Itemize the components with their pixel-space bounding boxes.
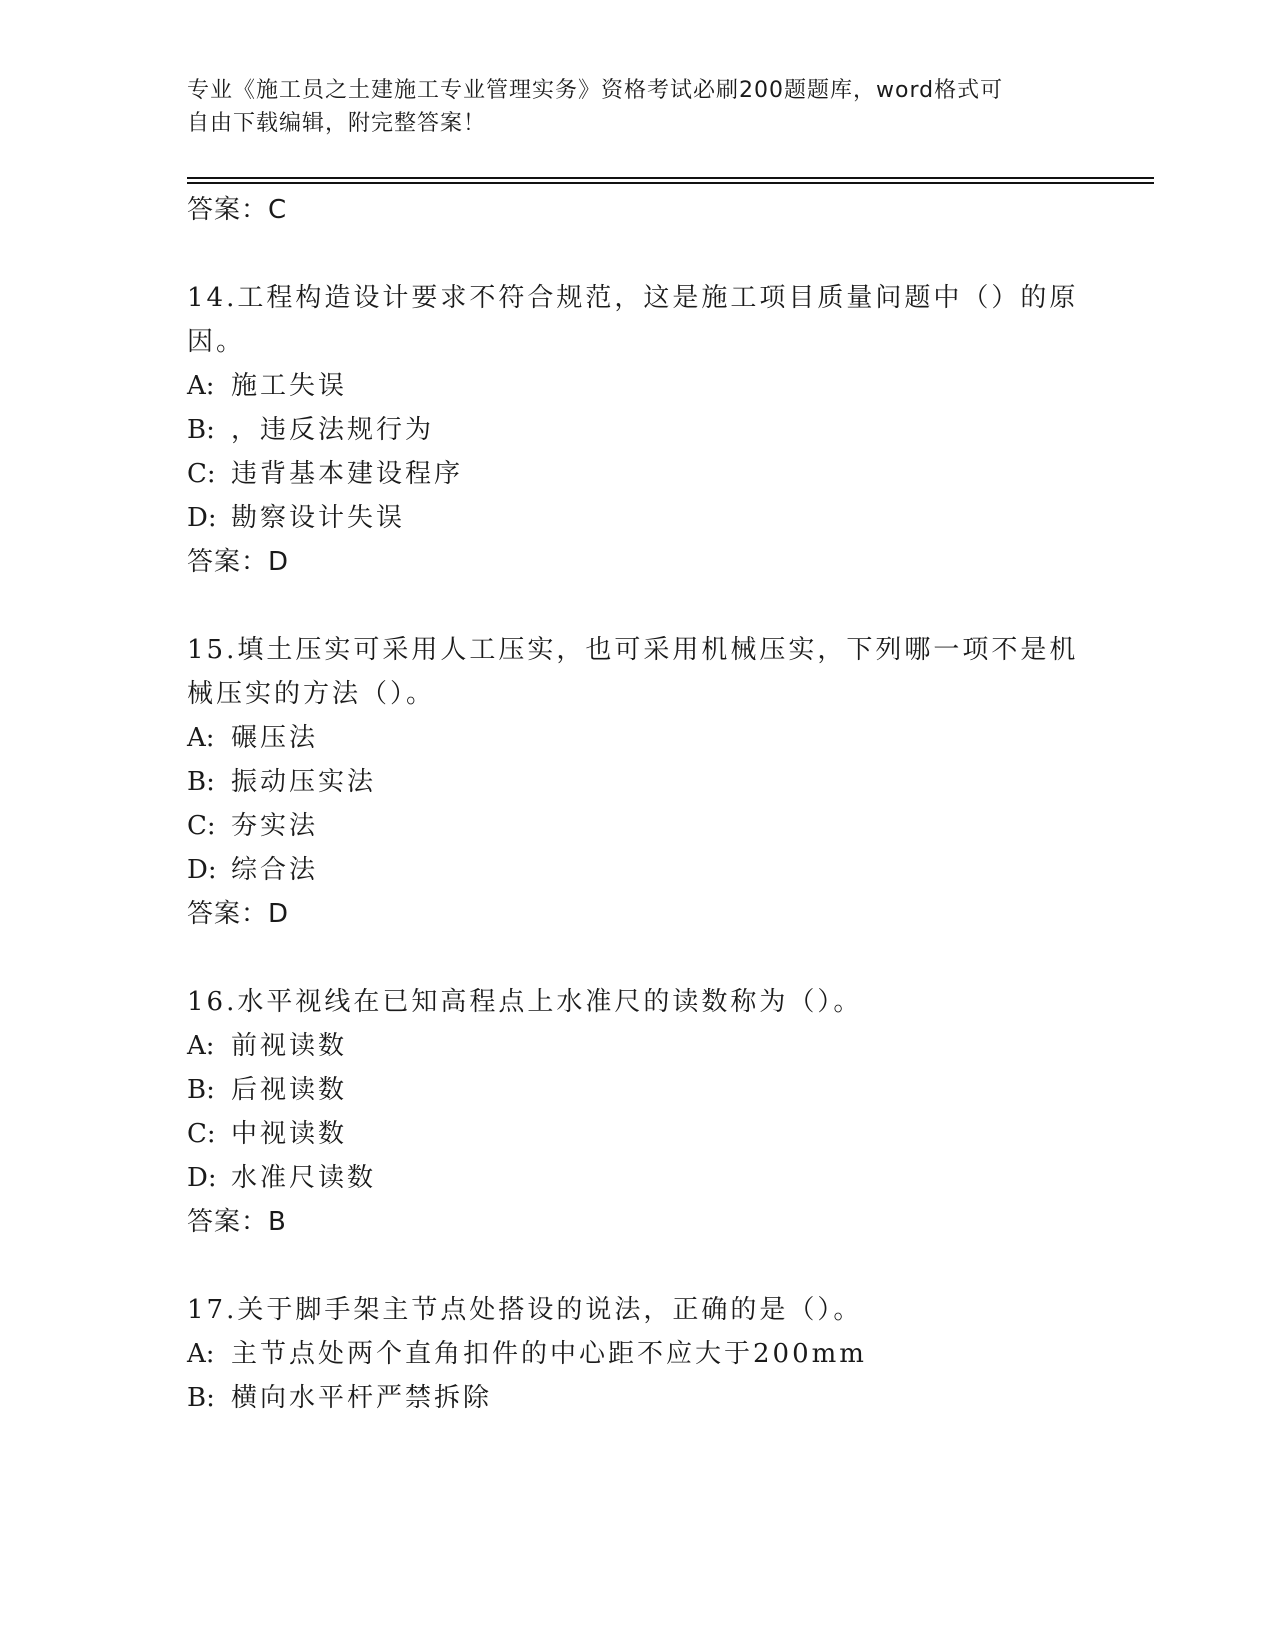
option-label: A: [187,371,215,401]
option-text: 施工失误 [231,371,348,401]
option-text: 前视读数 [231,1031,348,1061]
question-17-stem-line-1: 17.关于脚手架主节点处搭设的说法，正确的是（）。 [187,1295,863,1325]
option-text: 主节点处两个直角扣件的中心距不应大于200mm [231,1339,867,1369]
option-text: 综合法 [231,855,319,885]
option-label: D: [187,855,217,885]
document-header [187,74,1067,140]
option-text: 横向水平杆严禁拆除 [231,1383,493,1413]
question-14-option-d [187,498,405,538]
question-15-option-c [187,806,318,846]
question-17-option-b [187,1378,492,1418]
option-label: C: [187,1119,216,1149]
option-text: 振动压实法 [231,767,377,797]
option-label: D: [187,1163,217,1193]
option-label: C: [187,811,216,841]
question-16-option-a [187,1026,347,1066]
question-14-stem-line-2: 因。 [187,327,246,357]
option-label: B: [187,767,215,797]
question-15-stem-line-2: 械压实的方法（）。 [187,679,436,709]
question-15-stem-line-1: 15.填土压实可采用人工压实，也可采用机械压实，下列哪一项不是机 [187,635,1079,665]
option-label: D: [187,503,217,533]
question-14-option-a [187,366,347,406]
question-15-option-b [187,762,376,802]
option-label: B: [187,415,215,445]
answer-13: 答案：C [187,195,288,225]
option-text: 水准尺读数 [231,1163,377,1193]
option-label: B: [187,1075,215,1105]
option-text: 勘察设计失误 [231,503,406,533]
question-16-option-d [187,1158,376,1198]
option-text: 中视读数 [231,1119,348,1149]
option-text: 夯实法 [231,811,319,841]
question-16-option-b [187,1070,347,1110]
question-14-option-b [187,410,434,450]
question-15-option-d [187,850,318,890]
question-17-option-a [187,1334,867,1374]
option-label: A: [187,1339,215,1369]
answer-16: 答案：B [187,1207,287,1237]
question-16-stem-line-1: 16.水平视线在已知高程点上水准尺的读数称为（）。 [187,987,863,1017]
option-text: 后视读数 [231,1075,348,1105]
answer-14: 答案：D [187,547,290,577]
header-divider-top [187,177,1154,179]
option-label: A: [187,1031,215,1061]
question-14-option-c [187,454,463,494]
option-text: ，违反法规行为 [231,415,435,445]
answer-15: 答案：D [187,899,290,929]
option-label: C: [187,459,216,489]
header-divider-bottom [187,182,1154,184]
question-15-option-a [187,718,318,758]
question-14-stem-line-1: 14.工程构造设计要求不符合规范，这是施工项目质量问题中（）的原 [187,283,1079,313]
option-label: B: [187,1383,215,1413]
header-line-2: 自由下载编辑，附完整答案！ [187,111,487,136]
question-16-option-c [187,1114,347,1154]
option-text: 违背基本建设程序 [231,459,464,489]
option-label: A: [187,723,215,753]
header-line-1: 专业《施工员之土建施工专业管理实务》资格考试必刷200题题库，word格式可 [187,78,1004,103]
option-text: 碾压法 [231,723,319,753]
